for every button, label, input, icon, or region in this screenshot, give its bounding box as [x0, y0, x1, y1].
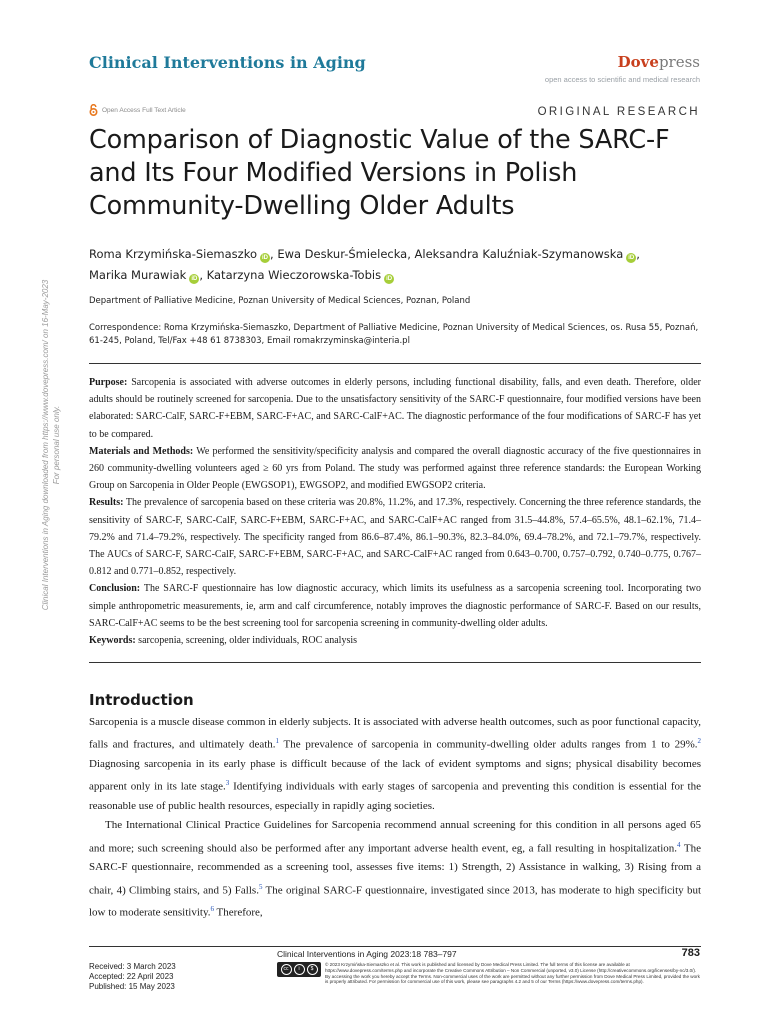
- received-date: Received: 3 March 2023: [89, 962, 176, 971]
- body-text: Identifying individuals with early stages of sarcopenia and preventing this condition is essential for the reasonable use of public health resources, especially in rapidly aging societies.: [89, 780, 701, 813]
- reference-link[interactable]: 2: [697, 737, 701, 746]
- cc-by-icon: i: [294, 964, 305, 975]
- reference-link[interactable]: 3: [225, 779, 230, 788]
- open-access-label: [89, 104, 186, 116]
- published-date: Published: 15 May 2023: [89, 982, 175, 991]
- dovepress-logo[interactable]: [618, 53, 700, 71]
- abstract-keywords: [89, 632, 701, 649]
- watermark-line: For personal use only.: [52, 405, 61, 485]
- publication-dates: [89, 962, 176, 992]
- affiliation: Department of Palliative Medicine, Poznan University of Medical Sciences, Poznan, Poland: [89, 296, 471, 306]
- abstract-label: Materials and Methods:: [89, 445, 194, 457]
- orcid-icon[interactable]: iD: [262, 255, 268, 261]
- journal-citation[interactable]: Clinical Interventions in Aging 2023:18 783–797: [277, 949, 457, 959]
- open-access-lock-icon: [89, 104, 98, 116]
- author-name[interactable]: Roma Krzymińska-Siemaszko: [89, 247, 257, 261]
- divider: [89, 662, 701, 663]
- abstract-text: Sarcopenia is associated with adverse outcomes in elderly persons, including functional disability, falls, and even death. Therefore, older adults should be routinely screened for sarcopenia. Due to the unsatisfactory sensitivity of the SARC-F questionnaire, four modified versions have been elaborated: SARC-CalF, SARC-F+EBM, SARC-F+AC, and SARC-CalF+AC. The diagnostic performance of the four modifications of SARC-F has yet to be compared.: [89, 377, 702, 440]
- body-text: The original SARC-F questionnaire, investigated since 2013, has moderate to high specificity but low to moderate sensitivity.: [89, 884, 701, 920]
- author-name[interactable]: Aleksandra Kaluźniak-Szymanowska: [414, 247, 624, 261]
- reference-link[interactable]: 1: [275, 737, 280, 746]
- cc-badge: cc: [281, 964, 292, 975]
- abstract-results: [89, 494, 701, 580]
- orcid-icon[interactable]: iD: [628, 255, 635, 261]
- license-text: © 2023 Krzymińska-Siemaszko et al. This work is published and licensed by Dove Medical Press Limited. The full terms of this license are available at https://www.dovepress.com/terms.php and incorporate the Creative Commons Attribution – Non Commercial (unported, v3.0) License (http://creativecommons.org/licenses/by-nc/3.0/). By accessing the work you hereby accept the Terms. Non-commercial uses of the work are permitted without any further permission from Dove Medical Press Limited, provided the work is properly attributed. For permission for commercial use of this work, please see paragraphs 4.2 and 5 of our Terms (https://www.dovepress.com/terms.php).: [325, 962, 700, 985]
- brand-tagline: open access to scientific and medical research: [544, 75, 700, 84]
- abstract-text: The prevalence of sarcopenia based on these criteria was 20.8%, 11.2%, and 17.3%, respectively. Concerning the three reference standards, the sensitivity of SARC-F, SARC-CalF, SARC-F+EBM, SARC-F+AC, and SARC-CalF+AC ranged from 31.5–44.8%, 57.4–65.5%, 48.1–62.1%, 71.4–79.2% and 71.4–79.2%, respectively. The specificity ranged from 86.6–87.4%, 86.1–90.3%, 82.3–84.0%, 69.4–78.2%, and 72.1–79.7%, respectively. The AUCs of SARC-F, SARC-CalF, SARC-F+EBM, SARC-F+AC, and SARC-CalF+AC ranged from 0.643–0.700, 0.757–0.792, 0.740–0.775, 0.767–0.812 and 0.771–0.852, respectively.: [89, 497, 701, 578]
- creative-commons-icon[interactable]: [277, 962, 321, 977]
- abstract-text: The SARC-F questionnaire has low diagnostic accuracy, which limits its usefulness as a sarcopenia screening tool. Incorporating two simple anthropometric measurements, ie, arm and calf circumference, notably improves the diagnostic performance of SARC-F. Based on our results, SARC-CalF+AC seems to be the best screening tool for sarcopenia screening in community-dwelling older adults.: [89, 583, 701, 629]
- abstract-label: Conclusion:: [89, 583, 141, 595]
- brand-press: press: [658, 53, 700, 71]
- journal-name[interactable]: Clinical Interventions in Aging: [89, 53, 366, 72]
- introduction-body: [89, 713, 701, 923]
- cc-nc-icon: $: [307, 964, 318, 975]
- author-name[interactable]: Ewa Deskur-Śmielecka: [277, 247, 408, 261]
- download-watermark: [40, 230, 76, 660]
- divider: [89, 363, 701, 364]
- abstract: [89, 374, 701, 649]
- paragraph: [89, 713, 701, 816]
- author-name[interactable]: Marika Murawiak: [89, 268, 187, 282]
- brand-dove: Dove: [617, 53, 659, 71]
- orcid-icon[interactable]: iD: [386, 276, 393, 282]
- abstract-purpose: [89, 374, 701, 443]
- orcid-icon[interactable]: iD: [191, 276, 198, 282]
- body-text: Sarcopenia is a muscle disease common in elderly subjects. It is associated with adverse health outcomes, such as poor functional capacity, falls and fractures, and ultimately death.: [89, 716, 701, 751]
- author-name[interactable]: Katarzyna Wieczorowska-Tobis: [206, 268, 382, 282]
- page-number: 783: [681, 947, 700, 959]
- abstract-label: Results:: [89, 497, 124, 509]
- abstract-label: Keywords:: [89, 635, 136, 647]
- body-text: Therefore,: [214, 907, 263, 920]
- open-access-text: Open Access Full Text Article: [102, 106, 186, 114]
- paragraph: [89, 816, 701, 923]
- section-heading: Introduction: [89, 691, 194, 709]
- reference-link[interactable]: 5: [258, 882, 263, 891]
- correspondence: Correspondence: Roma Krzymińska-Siemaszko, Department of Palliative Medicine, Poznan University of Medical Sciences, os. Rusa 55, Poznań, 61-245, Poland, Tel/Fax +48 61 8738303, Email romakrzyminska@interia.pl: [89, 323, 699, 346]
- watermark-line: Clinical Interventions in Aging downloaded from https://www.dovepress.com/ on 16-May-2023: [41, 279, 50, 611]
- body-text: The International Clinical Practice Guidelines for Sarcopenia recommend annual screening for this condition in all persons aged 65 and more; such screening should also be performed after any important adverse health event, eg, a fall resulting in hospitalization.: [89, 819, 701, 855]
- article-type: ORIGINAL RESEARCH: [537, 106, 700, 118]
- license-block: [277, 962, 701, 985]
- abstract-text: We performed the sensitivity/specificity analysis and compared the overall diagnostic accuracy of the five questionnaires in 260 community-dwelling volunteers aged ≥ 60 yrs from Poland. The study was performed against three reference standards: the European Working Group on Sarcopenia in Older People (EWGSOP1), EWGSOP2, and modified EWGSOP2 criteria.: [89, 445, 701, 492]
- body-text: The prevalence of sarcopenia in community-dwelling older adults ranges from 1 to 29%.: [279, 738, 698, 751]
- abstract-label: Purpose:: [89, 377, 128, 388]
- body-text: The SARC-F questionnaire, recommended as a screening tool, assesses five items: 1) Strength, 2) Assistance in walking, 3) Rising from a chair, 4) Climbing stairs, and 5) Falls.: [89, 842, 701, 897]
- abstract-conclusion: [89, 580, 701, 632]
- watermark-text: [40, 230, 62, 660]
- accepted-date: Accepted: 22 April 2023: [89, 972, 174, 981]
- abstract-methods: [89, 443, 701, 495]
- reference-link[interactable]: 6: [210, 905, 214, 914]
- keywords-text: sarcopenia, screening, older individuals, ROC analysis: [138, 635, 358, 647]
- author-list: Roma Krzymińska-Siemaszko iD , Ewa Deskur-Śmielecka, Aleksandra Kaluźniak-Szymanowska iD , Marika Murawiak iD , Katarzyna Wieczorowska-Tobis iD: [89, 247, 640, 282]
- footer-divider: [89, 946, 701, 947]
- reference-link[interactable]: 4: [677, 840, 681, 849]
- article-title: Comparison of Diagnostic Value of the SARC-F and Its Four Modified Versions in Polish Community-Dwelling Older Adults: [89, 125, 670, 221]
- body-text: Diagnosing sarcopenia in its early phase is difficult because of the lack of evident symptoms and signs; physical disability becomes apparent only in its late stage.: [89, 758, 701, 793]
